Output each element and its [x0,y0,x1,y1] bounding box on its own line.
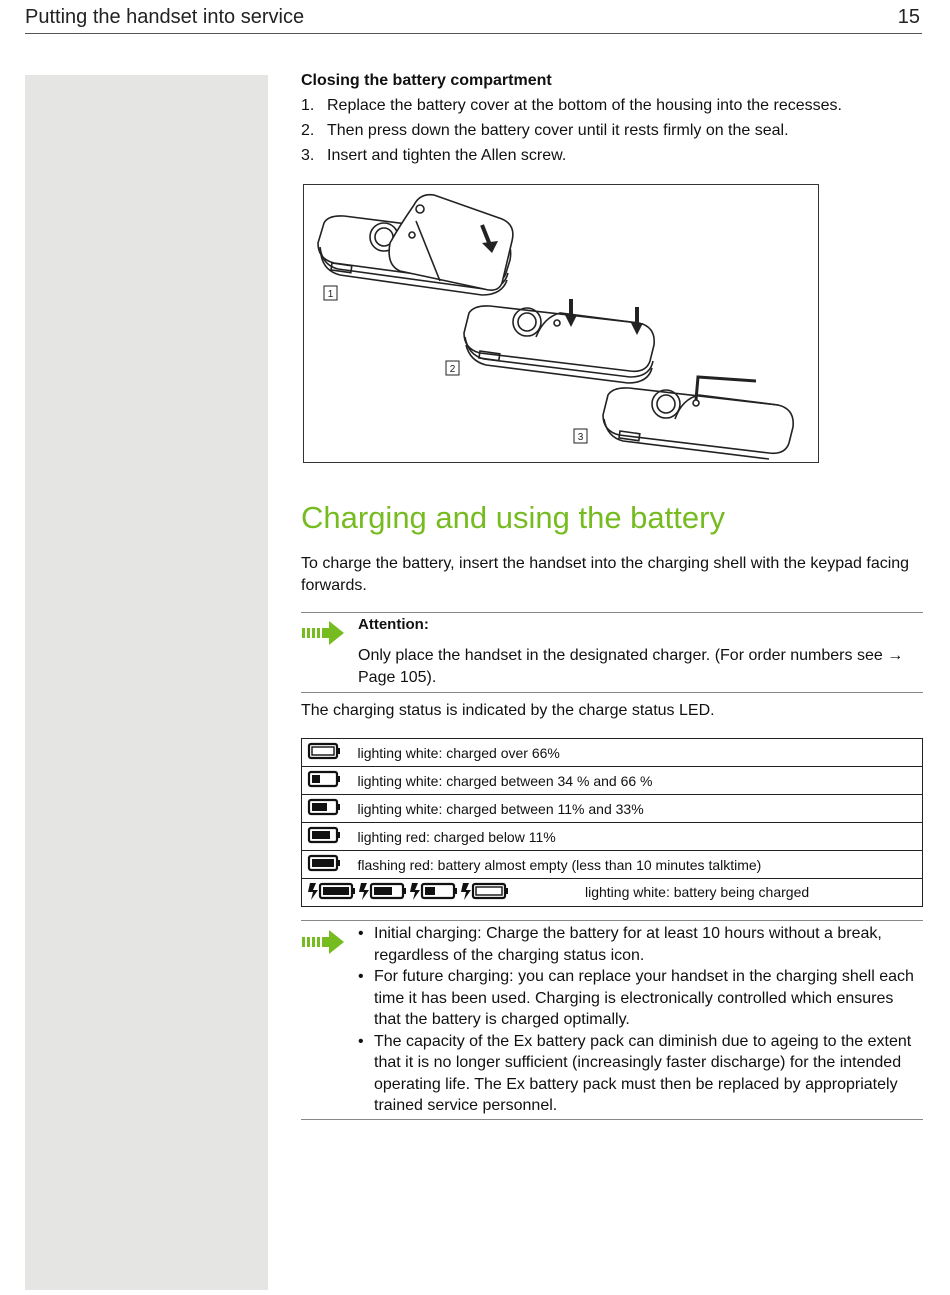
battery-empty-icon [302,851,346,879]
led-status-text: lighting red: charged below 11% [346,823,923,851]
table-row [302,823,923,851]
battery-charging-icon [461,883,508,900]
battery-cover-illustration [303,184,819,463]
battery-two-thirds-icon [302,767,346,795]
battery-charging-icons [308,881,508,904]
handset-diagram [304,185,818,462]
attention-label: Attention: [358,616,429,633]
page-header-title: Putting the handset into service [25,6,305,28]
table-row [302,767,923,795]
closing-steps-list [301,93,923,168]
battery-charging-icon [359,883,406,900]
list-item: • For future charging: you can replace your handset in the charging shell each time it has been used. Charging is electronically controlled which ensures that the battery is charged optimally. [358,966,923,1031]
led-status-text: flashing red: battery almost empty (less than 10 minutes talktime) [346,851,923,879]
handset-2-drawing [464,306,654,383]
list-item: • Initial charging: Charge the battery for at least 10 hours without a break, regardless of the charging status icon. [358,923,923,966]
header-divider [25,33,922,34]
section-heading-closing: Closing the battery compartment [301,72,552,89]
led-status-table [301,738,923,907]
led-status-text: lighting white: charged between 11% and 33% [346,795,923,823]
divider [301,612,923,613]
step-text: Then press down the battery cover until it rests firmly on the seal. [327,122,789,139]
battery-one-third-icon [302,795,346,823]
step-number: 1. [301,97,315,114]
page-number: 15 [897,6,920,28]
charging-intro: To charge the battery, insert the handset into the charging shell with the keypad facing forwards. [301,555,910,594]
attention-text: Only place the handset in the designated charger. (For order numbers see → Page 105). [358,647,904,686]
step-labels [324,286,587,443]
divider [301,1119,923,1120]
list-item [301,118,923,143]
led-status-text: lighting white: battery being charged [585,884,810,900]
led-status-text: lighting white: charged over 66% [346,739,923,767]
battery-full-icon [302,739,346,767]
divider [301,692,923,693]
step-number: 2. [301,122,315,139]
divider [301,920,923,921]
section-heading-charging: Charging and using the battery [301,500,725,535]
step-label-2: 2 [449,364,456,375]
battery-charging-icon [410,883,457,900]
step-text: Insert and tighten the Allen screw. [327,147,567,164]
handset-3-drawing [603,377,793,459]
sidebar-panel [25,75,268,1290]
table-row [302,851,923,879]
charging-notes-list [358,923,923,1117]
table-row [302,739,923,767]
note-arrow-icon [302,929,346,955]
step-text: Replace the battery cover at the bottom of the housing into the recesses. [327,97,842,114]
charging-status-cell [302,879,923,907]
step-number: 3. [301,147,315,164]
handset-1-drawing [318,195,513,295]
note-arrow-icon [302,620,346,646]
list-item [301,143,923,168]
list-item [301,93,923,118]
table-row [302,795,923,823]
led-status-text: lighting white: charged between 34 % and 66 % [346,767,923,795]
table-row [302,879,923,907]
step-label-1: 1 [327,289,334,300]
list-item: • The capacity of the Ex battery pack can diminish due to ageing to the extent that it is no longer sufficient (increasingly faster discharge) for the intended operating life. The Ex battery pack must then be replaced by appropriately trained service personnel. [358,1031,923,1117]
battery-charging-icon [308,883,355,900]
battery-low-icon [302,823,346,851]
step-label-3: 3 [577,432,584,443]
status-intro: The charging status is indicated by the charge status LED. [301,702,715,719]
